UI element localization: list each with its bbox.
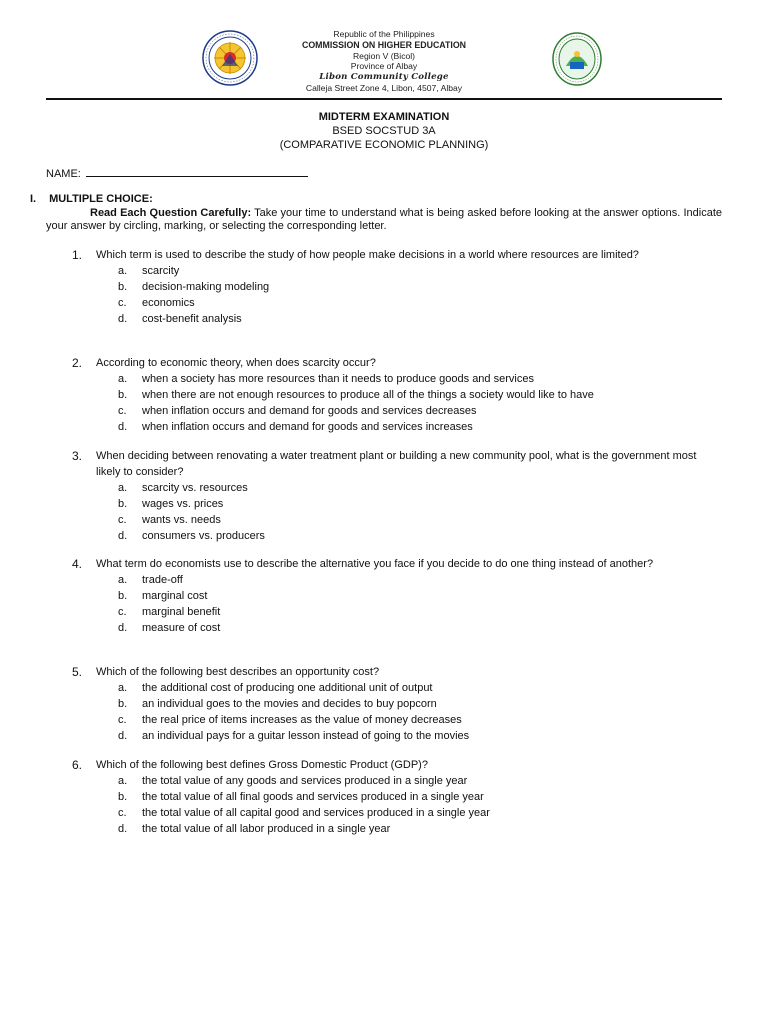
answer-options <box>118 773 712 837</box>
option-letter: b. <box>118 389 128 401</box>
option-letter: a. <box>118 373 128 385</box>
option-letter: b. <box>118 498 128 510</box>
option-letter: b. <box>118 698 128 710</box>
question-4 <box>72 556 712 636</box>
option-letter: b. <box>118 590 128 602</box>
section-title: MULTIPLE CHOICE: <box>49 193 153 205</box>
option-letter: a. <box>118 265 128 277</box>
answer-option[interactable] <box>118 528 712 544</box>
option-text: wages vs. prices <box>142 498 224 510</box>
option-letter: d. <box>118 313 128 325</box>
option-text: an individual goes to the movies and decides to buy popcorn <box>142 698 437 710</box>
exam-title-block <box>0 110 768 152</box>
option-text: an individual pays for a guitar lesson instead of going to the movies <box>142 730 470 742</box>
letterhead-text <box>234 29 534 94</box>
name-blank-line <box>86 166 308 177</box>
option-letter: d. <box>118 730 128 742</box>
option-letter: c. <box>118 807 127 819</box>
question-number: 6. <box>72 758 83 772</box>
course-name: (COMPARATIVE ECONOMIC PLANNING) <box>279 139 489 151</box>
answer-options <box>118 480 712 544</box>
instruction-bold: Read Each Question Carefully: <box>90 207 252 219</box>
option-text: scarcity vs. resources <box>142 482 248 494</box>
answer-option[interactable] <box>118 512 712 528</box>
option-letter: c. <box>118 297 127 309</box>
question-number: 5. <box>72 665 83 679</box>
option-letter: d. <box>118 622 128 634</box>
ched-line: COMMISSION ON HIGHER EDUCATION <box>301 39 467 50</box>
option-letter: c. <box>118 606 127 618</box>
answer-options <box>118 371 712 435</box>
option-text: measure of cost <box>142 622 221 634</box>
option-text: marginal cost <box>142 590 208 602</box>
option-text: cost-benefit analysis <box>142 313 242 325</box>
answer-option[interactable] <box>118 728 712 744</box>
republic-line: Republic of the Philippines <box>333 29 435 39</box>
header-divider <box>46 98 722 100</box>
answer-option[interactable] <box>118 572 712 588</box>
answer-option[interactable] <box>118 311 712 327</box>
question-number: 1. <box>72 248 83 262</box>
question-number: 2. <box>72 356 83 370</box>
question-text: What term do economists use to describe the alternative you face if you decide to do one thing instead of another? <box>96 558 654 570</box>
option-letter: a. <box>118 482 128 494</box>
answer-option[interactable] <box>118 696 712 712</box>
answer-option[interactable] <box>118 789 712 805</box>
option-letter: d. <box>118 421 128 433</box>
option-letter: c. <box>118 714 127 726</box>
answer-option[interactable] <box>118 805 712 821</box>
answer-option[interactable] <box>118 496 712 512</box>
answer-option[interactable] <box>118 419 712 435</box>
answer-option[interactable] <box>118 604 712 620</box>
option-letter: d. <box>118 823 128 835</box>
option-text: the total value of any goods and services produced in a single year <box>142 775 468 787</box>
answer-option[interactable] <box>118 387 712 403</box>
option-text: wants vs. needs <box>142 514 221 526</box>
question-number: 3. <box>72 449 83 463</box>
option-letter: a. <box>118 574 128 586</box>
answer-option[interactable] <box>118 371 712 387</box>
answer-option[interactable] <box>118 680 712 696</box>
option-letter: b. <box>118 281 128 293</box>
question-text: Which of the following best describes an opportunity cost? <box>96 666 380 678</box>
letterhead <box>0 26 768 96</box>
section-number: I. <box>30 193 37 205</box>
option-text: the additional cost of producing one additional unit of output <box>142 682 433 694</box>
question-text: According to economic theory, when does scarcity occur? <box>96 357 376 369</box>
option-text: the real price of items increases as the value of money decreases <box>142 714 462 726</box>
region-line: Region V (Bicol) <box>352 50 416 61</box>
option-text: decision-making modeling <box>142 281 270 293</box>
address-line: Calleja Street Zone 4, Libon, 4507, Albay <box>305 82 463 93</box>
answer-options <box>118 572 712 636</box>
question-5 <box>72 664 712 744</box>
question-6 <box>72 757 712 837</box>
answer-options <box>118 263 712 327</box>
question-2 <box>72 355 712 435</box>
answer-option[interactable] <box>118 588 712 604</box>
instructions <box>46 207 722 233</box>
option-text: the total value of all labor produced in a single year <box>142 823 391 835</box>
answer-option[interactable] <box>118 712 712 728</box>
answer-option[interactable] <box>118 821 712 837</box>
province-line: Province of Albay <box>350 61 418 72</box>
option-text: marginal benefit <box>142 606 221 618</box>
option-letter: d. <box>118 530 128 542</box>
exam-title: MIDTERM EXAMINATION <box>318 111 450 123</box>
question-text: Which term is used to describe the study of how people make decisions in a world where resources are limited? <box>96 249 639 261</box>
course-code: BSED SOCSTUD 3A <box>332 125 436 137</box>
option-text: when there are not enough resources to produce all of the things a society would like to have <box>142 389 594 401</box>
answer-option[interactable] <box>118 263 712 279</box>
question-1 <box>72 247 712 327</box>
option-text: when inflation occurs and demand for goods and services decreases <box>142 405 477 417</box>
question-number: 4. <box>72 557 83 571</box>
option-text: when a society has more resources than it needs to produce goods and services <box>142 373 534 385</box>
answer-option[interactable] <box>118 480 712 496</box>
option-letter: b. <box>118 791 128 803</box>
option-text: consumers vs. producers <box>142 530 265 542</box>
option-text: economics <box>142 297 195 309</box>
answer-option[interactable] <box>118 279 712 295</box>
answer-option[interactable] <box>118 773 712 789</box>
option-letter: a. <box>118 775 128 787</box>
answer-option[interactable] <box>118 403 712 419</box>
question-text: Which of the following best defines Gross Domestic Product (GDP)? <box>96 759 428 771</box>
option-letter: a. <box>118 682 128 694</box>
answer-option[interactable] <box>118 620 712 636</box>
college-seal-icon <box>552 32 602 86</box>
option-letter: c. <box>118 405 127 417</box>
question-3 <box>72 448 712 544</box>
option-text: when inflation occurs and demand for goods and services increases <box>142 421 473 433</box>
option-text: trade-off <box>142 574 183 586</box>
option-letter: c. <box>118 514 127 526</box>
option-text: scarcity <box>142 265 180 277</box>
question-text: When deciding between renovating a water treatment plant or building a new community pool, what is the government most likely to consider? <box>96 450 697 478</box>
option-text: the total value of all final goods and services produced in a single year <box>142 791 484 803</box>
option-text: the total value of all capital good and services produced in a single year <box>142 807 490 819</box>
instruction-text: Take your time to understand what is being asked before looking at the answer options. Indicate your answer by circling, marking, or selecting the corresponding letter. <box>46 207 723 232</box>
answer-options <box>118 680 712 744</box>
section-heading <box>30 193 153 205</box>
answer-option[interactable] <box>118 295 712 311</box>
name-field <box>46 166 308 180</box>
college-name: Libon Community College <box>319 72 449 83</box>
name-label: NAME: <box>46 168 81 180</box>
